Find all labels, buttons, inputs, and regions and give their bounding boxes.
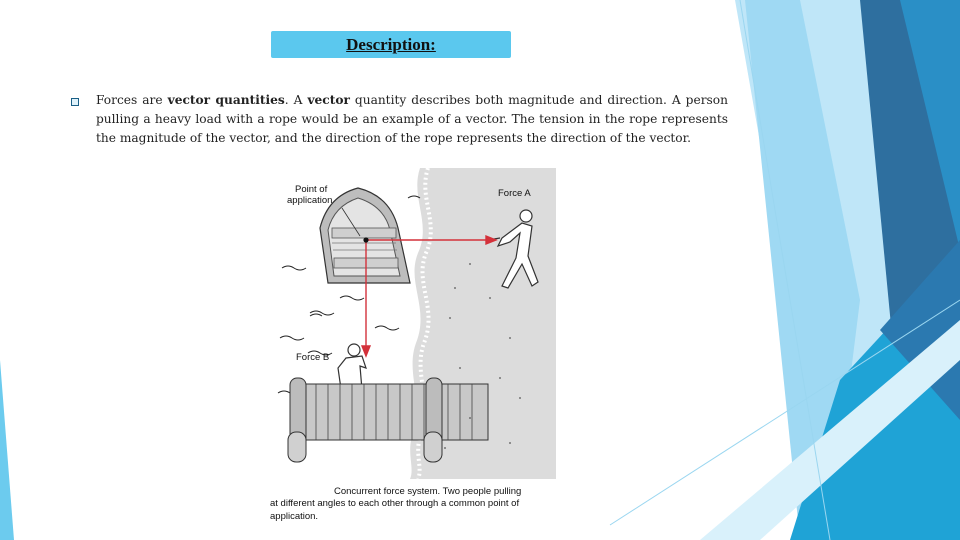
para-text-3: quantity describes both magnitude and direction. A person pulling a heavy load with a rope would be an example of a vector. The tension in the rope represents the magnitude of the vector, and the direction of the rope represents the direction of the vector. xyxy=(96,93,728,146)
label-point-line2: application xyxy=(287,195,333,206)
caption-line3: application. xyxy=(270,510,319,522)
square-bullet-icon xyxy=(71,98,79,106)
para-bold-vector: vector xyxy=(307,93,350,107)
point-of-application-dot xyxy=(363,237,368,242)
force-diagram-illustration xyxy=(270,168,556,479)
force-diagram-figure xyxy=(270,168,556,479)
para-text-1: Forces are xyxy=(96,93,168,107)
label-force-b: Force B xyxy=(296,352,330,363)
facet-left-edge xyxy=(0,360,14,540)
label-force-a: Force A xyxy=(498,188,531,199)
para-bold-vector-quantities: vector quantities xyxy=(167,93,285,107)
caption-line1: Concurrent force system. Two people pulling xyxy=(334,486,522,497)
label-point-of-application xyxy=(287,184,332,206)
caption-line2: at different angles to each other through a common point of xyxy=(270,498,520,510)
slide-title-box xyxy=(271,31,511,58)
person-force-a xyxy=(488,210,538,288)
description-paragraph xyxy=(96,91,728,149)
label-point-line1: Point of xyxy=(295,184,328,195)
slide-title: Description: xyxy=(346,34,436,54)
para-text-2: . A xyxy=(284,93,308,107)
force-a-arrowhead xyxy=(486,236,496,244)
figure-caption xyxy=(270,486,565,523)
